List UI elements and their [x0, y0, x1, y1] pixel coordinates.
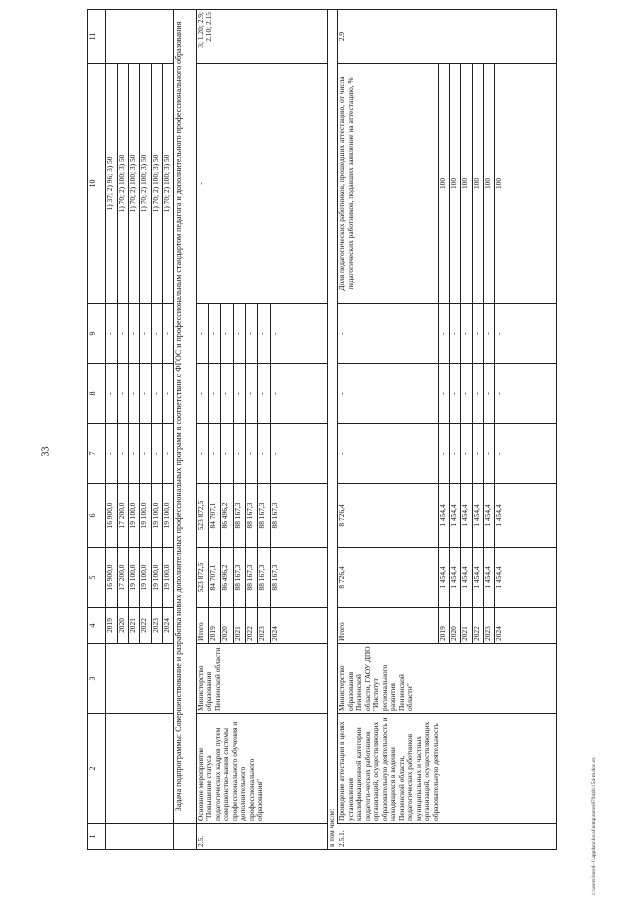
table-cell: -: [209, 304, 221, 364]
table-cell: 1 454,4: [495, 484, 557, 548]
table-cell: -: [117, 364, 128, 424]
column-header-row: [88, 10, 106, 850]
table-cell: 1 454,4: [461, 484, 472, 548]
table-cell: -: [233, 424, 245, 484]
table-cell: 1 454,4: [438, 484, 449, 548]
table-cell: 1) 70; 2) 100; 3) 50: [140, 64, 151, 304]
table-cell: -: [151, 364, 162, 424]
year-cell: 2019: [209, 608, 221, 644]
task-description: Задача подпрограммы: Совершенствование и разработка новых дополнительных профессиональных программ в соответствии с ФГОС и профессиональным стандартом педагога и дополнительного профессионального образования: [174, 10, 197, 824]
table-cell: 16 900,0: [106, 484, 117, 548]
table-cell: -: [106, 364, 117, 424]
table-cell: -: [450, 364, 461, 424]
table-cell: -: [338, 364, 439, 424]
table-cell: -: [461, 304, 472, 364]
table-cell: 523 872,5: [196, 484, 208, 548]
table-cell: 86 496,2: [221, 484, 233, 548]
page-number: 33: [40, 446, 52, 457]
table-cell: -: [245, 304, 257, 364]
table-cell: -: [140, 304, 151, 364]
year-cell: 2020: [117, 608, 128, 644]
table-cell: [106, 714, 174, 824]
table-cell: 1 454,4: [484, 548, 495, 608]
table-cell: -: [162, 304, 173, 364]
table-cell: 100: [450, 64, 461, 304]
table-cell: -: [270, 364, 327, 424]
table-cell: -: [117, 424, 128, 484]
table-cell: -: [233, 304, 245, 364]
table-cell: -: [258, 304, 270, 364]
table-cell: -: [245, 424, 257, 484]
table-row: [196, 10, 208, 850]
table-cell: 19 100,0: [151, 548, 162, 608]
table-cell: -: [129, 424, 140, 484]
table-cell: 88 167,3: [245, 484, 257, 548]
table-cell: -: [221, 304, 233, 364]
table-cell: 19 100,0: [140, 548, 151, 608]
indicator-description: Доля педагогических работников, прошедших аттестацию, от числа педагогических работников, подавших заявление на аттестацию, %: [338, 64, 439, 304]
table-cell: -: [209, 364, 221, 424]
table-cell: -: [140, 364, 151, 424]
table-cell: 1 454,4: [450, 548, 461, 608]
table-cell: -: [106, 424, 117, 484]
table-cell: -: [461, 424, 472, 484]
year-cell: 2020: [450, 608, 461, 644]
table-cell: 1 454,4: [495, 548, 557, 608]
table-cell: [106, 824, 174, 850]
table-cell: -: [450, 304, 461, 364]
table-cell: 17 200,0: [117, 484, 128, 548]
table-cell: -: [495, 364, 557, 424]
table-cell: -: [140, 424, 151, 484]
table-cell: -: [162, 424, 173, 484]
table-cell: -: [196, 304, 208, 364]
indicator-ref: 3; 1.20; 2.9; 2.10; 2.15: [196, 10, 327, 64]
in-that-number-label: в том числе:: [328, 10, 338, 850]
table-cell: -: [106, 304, 117, 364]
table-cell: 1 454,4: [450, 484, 461, 548]
table-cell: -: [438, 424, 449, 484]
column-header: 5: [88, 548, 106, 608]
table-row: [338, 10, 439, 850]
table-cell: 100: [484, 64, 495, 304]
table-cell: 17 200,0: [117, 548, 128, 608]
table-cell: 523 872,5: [196, 548, 208, 608]
table-cell: 8 726,4: [338, 484, 439, 548]
table-cell: -: [162, 364, 173, 424]
table-cell: -: [472, 304, 483, 364]
year-cell: 2024: [162, 608, 173, 644]
table-cell: 1) 70; 2) 100; 3) 50: [117, 64, 128, 304]
table-cell: 1) 37; 2) 96; 3) 50: [106, 64, 117, 304]
year-cell: 2021: [129, 608, 140, 644]
table-cell: -: [450, 424, 461, 484]
column-header: 9: [88, 304, 106, 364]
year-cell: Итого: [338, 608, 439, 644]
table-cell: 88 167,3: [270, 548, 327, 608]
table-cell: -: [258, 364, 270, 424]
table-cell: -: [196, 364, 208, 424]
year-cell: 2022: [140, 608, 151, 644]
table-cell: -: [151, 304, 162, 364]
table-cell: 100: [461, 64, 472, 304]
table-cell: -: [484, 424, 495, 484]
indicator-ref: 2.9: [338, 10, 557, 64]
table-cell: -: [196, 64, 327, 304]
year-cell: 2022: [472, 608, 483, 644]
row-number: 2.5.1.: [338, 824, 557, 850]
column-header: 10: [88, 64, 106, 304]
table-cell: -: [484, 304, 495, 364]
table-cell: 8 726,4: [338, 548, 439, 608]
table-cell: 88 167,3: [270, 484, 327, 548]
table-cell: 19 100,0: [129, 548, 140, 608]
table-row: [328, 10, 338, 850]
column-header: 4: [88, 608, 106, 644]
table-cell: -: [245, 364, 257, 424]
table-cell: -: [129, 364, 140, 424]
table-cell: -: [438, 304, 449, 364]
table-cell: -: [461, 364, 472, 424]
table-cell: 19 100,0: [140, 484, 151, 548]
table-cell: -: [270, 304, 327, 364]
year-cell: 2019: [106, 608, 117, 644]
table-cell: -: [129, 304, 140, 364]
year-cell: 2023: [258, 608, 270, 644]
table-row: [106, 10, 117, 850]
table-cell: -: [221, 364, 233, 424]
table-cell: 100: [472, 64, 483, 304]
table-cell: -: [484, 364, 495, 424]
task-row: [174, 10, 197, 850]
table-cell: 1 454,4: [484, 484, 495, 548]
table-cell: [174, 824, 197, 850]
year-cell: 2021: [233, 608, 245, 644]
year-cell: 2021: [461, 608, 472, 644]
column-header: 11: [88, 10, 106, 64]
table-cell: [106, 644, 174, 714]
table-cell: 84 707,1: [209, 548, 221, 608]
table-cell: 100: [495, 64, 557, 304]
year-cell: 2024: [270, 608, 327, 644]
table-cell: 88 167,3: [233, 484, 245, 548]
column-header: 2: [88, 714, 106, 824]
executor: Министерство образования Пензенской области, ГАОУ ДПО "Институт регионального развития Пензенской области": [338, 644, 557, 714]
table-cell: 100: [438, 64, 449, 304]
executor: Министерство образования Пензенской области: [196, 644, 327, 714]
landscape-table-sheet: [87, 10, 557, 850]
column-header: 7: [88, 424, 106, 484]
table-cell: -: [438, 364, 449, 424]
table-cell: 88 167,3: [245, 548, 257, 608]
table-cell: -: [338, 304, 439, 364]
activity-name: Проведение аттестации в целях установления квалификационной категории педагоги-ческих работников организаций, осуществляющих образовательную деятельность и находящихся в ведении Пензенской области, педагогических работников муниципальных и частных организаций, осуществляющих образовательную деятельность: [338, 714, 557, 824]
table-cell: -: [233, 364, 245, 424]
year-cell: 2023: [484, 608, 495, 644]
table-cell: -: [117, 304, 128, 364]
table-cell: 16 900,0: [106, 548, 117, 608]
year-cell: Итого: [196, 608, 208, 644]
table-cell: 1) 70; 2) 100; 3) 50: [129, 64, 140, 304]
table-cell: -: [338, 424, 439, 484]
table-cell: 88 167,3: [258, 548, 270, 608]
table-cell: -: [258, 424, 270, 484]
table-cell: -: [221, 424, 233, 484]
table-cell: 1) 70; 2) 100; 3) 50: [162, 64, 173, 304]
table-cell: -: [472, 424, 483, 484]
year-cell: 2022: [245, 608, 257, 644]
table-cell: 1 454,4: [472, 484, 483, 548]
table-cell: -: [472, 364, 483, 424]
table-cell: [106, 10, 174, 64]
footer-file-path: c:\users\borol~1\appdata\local\temp\notes87944b\154-m.doc.ex: [591, 757, 597, 895]
table-cell: -: [196, 424, 208, 484]
table-cell: 1 454,4: [438, 548, 449, 608]
table-cell: 1 454,4: [472, 548, 483, 608]
column-header: 1: [88, 824, 106, 850]
column-header: 6: [88, 484, 106, 548]
table-cell: 19 100,0: [151, 484, 162, 548]
year-cell: 2023: [151, 608, 162, 644]
table-cell: -: [495, 424, 557, 484]
table-cell: -: [270, 424, 327, 484]
table-cell: -: [209, 424, 221, 484]
activity-name: Основное мероприятие "Повышение статуса педагогических кадров путем совершенство-вания системы профессионального обучения и дополнительного профессионального образования": [196, 714, 327, 824]
table-cell: 1 454,4: [461, 548, 472, 608]
column-header: 3: [88, 644, 106, 714]
table-cell: 88 167,3: [233, 548, 245, 608]
table-cell: 88 167,3: [258, 484, 270, 548]
year-cell: 2019: [438, 608, 449, 644]
table-cell: 1) 70; 2) 100; 3) 50: [151, 64, 162, 304]
table-cell: 86 496,2: [221, 548, 233, 608]
year-cell: 2024: [495, 608, 557, 644]
column-header: 8: [88, 364, 106, 424]
row-number: 2.5.: [196, 824, 327, 850]
program-table: [87, 9, 557, 850]
table-cell: 84 707,1: [209, 484, 221, 548]
table-cell: -: [151, 424, 162, 484]
table-cell: -: [495, 304, 557, 364]
table-cell: 19 100,0: [162, 484, 173, 548]
table-cell: 19 100,0: [162, 548, 173, 608]
table-cell: 19 100,0: [129, 484, 140, 548]
year-cell: 2020: [221, 608, 233, 644]
